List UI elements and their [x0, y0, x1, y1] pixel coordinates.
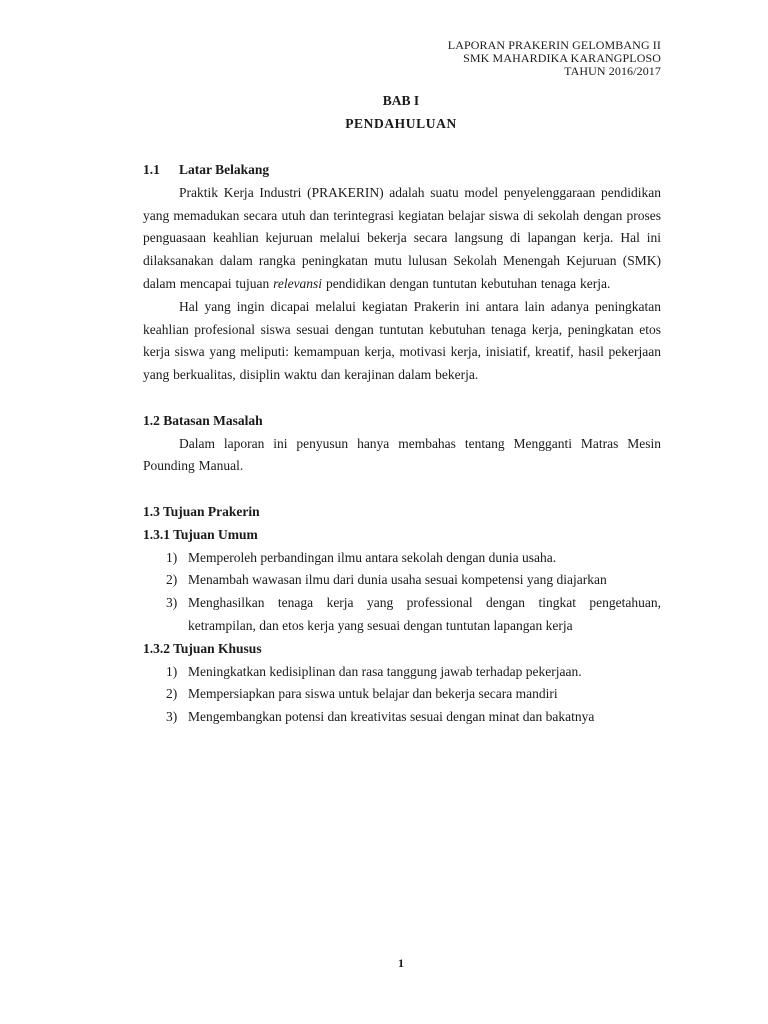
spacer: [143, 478, 661, 501]
list-item: [143, 683, 661, 706]
section-heading-1-1: [143, 159, 661, 182]
list-item: [143, 706, 661, 729]
list-item: [143, 661, 661, 684]
list-item-text: Menghasilkan tenaga kerja yang professional dengan tingkat pengetahuan, ketrampilan, dan etos kerja yang sesuai dengan tuntutan lapangan kerja: [188, 595, 661, 633]
list-marker: 1): [166, 663, 178, 679]
section-heading-1-2: 1.2 Batasan Masalah: [143, 412, 263, 428]
section-number: 1.1: [143, 162, 160, 177]
list-item-text: Meningkatkan kedisiplinan dan rasa tanggung jawab terhadap pekerjaan.: [188, 663, 582, 679]
paragraph-text: pendidikan dengan tuntutan kebutuhan tenaga kerja.: [322, 275, 611, 291]
chapter-title: PENDAHULUAN: [345, 116, 457, 131]
list-item: [143, 569, 661, 592]
italic-term: relevansi: [273, 275, 323, 291]
section-heading-1-3: 1.3 Tujuan Prakerin: [143, 503, 260, 519]
paragraph-batasan-masalah: Dalam laporan ini penyusun hanya membahas tentang Mengganti Matras Mesin Pounding Manual.: [143, 435, 661, 474]
spacer: [143, 387, 661, 410]
header-report-title: LAPORAN PRAKERIN GELOMBANG II: [447, 38, 661, 52]
list-marker: 3): [166, 709, 178, 725]
list-marker: 2): [166, 686, 178, 702]
tujuan-umum-list: [143, 547, 661, 638]
list-marker: 1): [166, 549, 178, 565]
header-year: TAHUN 2016/2017: [564, 64, 661, 78]
list-item-text: Mengembangkan potensi dan kreativitas sesuai dengan minat dan bakatnya: [188, 709, 595, 725]
header-school-name: SMK MAHARDIKA KARANGPLOSO: [463, 51, 661, 65]
running-header: [448, 39, 661, 78]
list-marker: 2): [166, 572, 178, 588]
list-item-text: Memperoleh perbandingan ilmu antara sekolah dengan dunia usaha.: [188, 549, 557, 565]
section-title: Latar Belakang: [179, 162, 270, 177]
paragraph-latar-belakang-2: Hal yang ingin dicapai melalui kegiatan Prakerin ini antara lain adanya peningkatan keahlian profesional siswa sesuai dengan tuntutan kebutuhan tenaga kerja, peningkatan etos kerja siswa yang meliputi: kemampuan kerja, motivasi kerja, inisiatif, kreatif, hasil pekerjaan yang berkualitas, disiplin waktu dan kerajinan dalam bekerja.: [143, 298, 661, 383]
subsection-heading-1-3-1: 1.3.1 Tujuan Umum: [143, 526, 258, 542]
document-body: [143, 159, 661, 729]
list-item: [143, 592, 661, 638]
list-marker: 3): [166, 595, 178, 611]
paragraph-latar-belakang-1: [143, 182, 661, 296]
tujuan-khusus-list: [143, 661, 661, 729]
page-number: 1: [398, 956, 404, 970]
subsection-heading-1-3-2: 1.3.2 Tujuan Khusus: [143, 640, 262, 656]
list-item: [143, 547, 661, 570]
paragraph-text: Praktik Kerja Industri (PRAKERIN) adalah suatu model penyelenggaraan pendidikan yang memadukan secara utuh dan terintegrasi kegiatan belajar siswa di sekolah dengan proses penguasaan keahlian kejuruan melalui bekerja secara langsung di lapangan kerja. Hal ini dilaksanakan dalam rangka peningkatan mutu lulusan Sekolah Menengah Kejuruan (SMK) dalam mencapai tujuan: [143, 184, 661, 291]
chapter-label: BAB I: [382, 93, 420, 108]
list-item-text: Menambah wawasan ilmu dari dunia usaha sesuai kompetensi yang diajarkan: [188, 572, 607, 588]
list-item-text: Mempersiapkan para siswa untuk belajar dan bekerja secara mandiri: [188, 686, 558, 702]
